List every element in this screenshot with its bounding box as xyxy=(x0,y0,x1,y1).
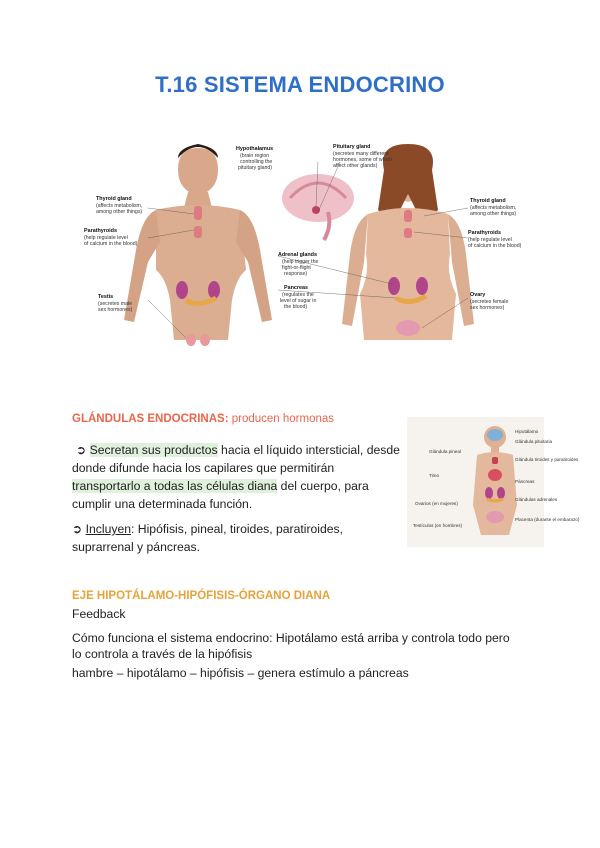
female-figure xyxy=(278,144,474,340)
arrow-icon: ➲ xyxy=(76,443,87,457)
label-thyroid-male: Thyroid gland xyxy=(96,196,132,202)
small-label-hipotalamo: Hipotálamo xyxy=(515,429,539,434)
svg-text:among other things): among other things) xyxy=(470,211,517,217)
eje-paragraph: Cómo funciona el sistema endocrino: Hipotálamo está arriba y controla todo pero lo controla a través de la hipófisis xyxy=(72,631,510,661)
svg-text:level of sugar in: level of sugar in xyxy=(280,298,317,304)
small-label-ovarios: Ovarios (en mujeres) xyxy=(415,501,458,506)
label-testis: Testis xyxy=(98,294,114,300)
svg-text:(help trigger the: (help trigger the xyxy=(282,259,319,265)
brain-illustration xyxy=(282,162,354,240)
svg-text:(secretes female: (secretes female xyxy=(470,299,509,305)
female-labels xyxy=(468,198,522,311)
glandulas-paragraph-2: ➲ Incluyen: Hipófisis, pineal, tiroides, paratiroides, suprarrenal y páncreas. xyxy=(72,522,344,554)
label-adrenal: Adrenal glands xyxy=(278,252,317,258)
glandulas-heading: GLÁNDULAS ENDOCRINAS: producen hormonas xyxy=(72,413,335,425)
label-parathyroids-female: Parathyroids xyxy=(468,230,501,236)
small-label-pituitaria: Glándula pituitaria xyxy=(515,439,553,444)
svg-text:(brain region: (brain region xyxy=(240,153,270,159)
thyroid-gland xyxy=(194,206,202,220)
eje-feedback: Feedback xyxy=(72,607,126,621)
svg-text:of calcium in the blood): of calcium in the blood) xyxy=(84,241,138,247)
svg-text:(secretes many different: (secretes many different xyxy=(333,151,389,157)
svg-text:hormones, some of which: hormones, some of which xyxy=(333,157,393,163)
label-ovary: Ovary xyxy=(470,292,486,298)
svg-text:sex hormones): sex hormones) xyxy=(98,307,133,313)
svg-text:the blood): the blood) xyxy=(284,304,308,310)
svg-text:(secretes male: (secretes male xyxy=(98,301,133,307)
svg-text:(affects metabolism,: (affects metabolism, xyxy=(470,205,517,211)
svg-text:(help regulate level: (help regulate level xyxy=(468,237,512,243)
small-label-pancreas: Páncreas xyxy=(515,479,535,484)
svg-text:(help regulate level: (help regulate level xyxy=(84,235,128,241)
endocrine-system-illustration xyxy=(78,140,530,360)
small-label-placenta: Placenta (durante el embarazo) xyxy=(515,517,580,522)
svg-text:controlling the: controlling the xyxy=(240,159,273,165)
small-label-tiroides: Glándula tiroides y paratiroides xyxy=(515,457,579,462)
svg-text:affect other glands): affect other glands) xyxy=(333,163,378,169)
label-parathyroids-male: Parathyroids xyxy=(84,228,117,234)
small-label-adrenales: Glándulas adrenales xyxy=(515,497,558,502)
svg-text:of calcium in the blood): of calcium in the blood) xyxy=(468,243,522,249)
eje-line-3: hambre – hipotálamo – hipófisis – genera estímulo a páncreas xyxy=(72,666,409,680)
label-pituitary: Pituitary gland xyxy=(333,144,371,150)
svg-text:sex hormones): sex hormones) xyxy=(470,305,505,311)
svg-text:pituitary gland): pituitary gland) xyxy=(238,165,273,171)
small-label-testiculos: Testículos (en hombres) xyxy=(413,523,463,528)
svg-text:(regulates the: (regulates the xyxy=(282,292,314,298)
glands-diagram-spanish xyxy=(407,417,580,547)
svg-text:response): response) xyxy=(284,271,308,277)
svg-text:among other things): among other things) xyxy=(96,209,143,215)
label-thyroid-female: Thyroid gland xyxy=(470,198,506,204)
male-figure xyxy=(124,144,272,346)
small-label-timo: Timo xyxy=(429,473,440,478)
glandulas-paragraph-1: ➲ Secretan sus productos hacia el líquido intersticial, desde donde difunde hacia los capilares que permitirán transportarlo a todas las células diana del cuerpo, para cumplir una determinada función. xyxy=(72,443,400,511)
small-label-pineal: Glándula pineal xyxy=(429,449,461,454)
label-hypothalamus: Hypothalamus xyxy=(236,146,274,152)
svg-text:(affects metabolism,: (affects metabolism, xyxy=(96,203,143,209)
eje-heading: EJE HIPOTÁLAMO-HIPÓFISIS-ÓRGANO DIANA xyxy=(72,590,331,602)
arrow-icon: ➲ xyxy=(72,522,83,536)
page-title: T.16 SISTEMA ENDOCRINO xyxy=(155,72,445,97)
label-pancreas: Pancreas xyxy=(284,285,308,291)
svg-text:fight-or-flight: fight-or-flight xyxy=(282,265,311,271)
